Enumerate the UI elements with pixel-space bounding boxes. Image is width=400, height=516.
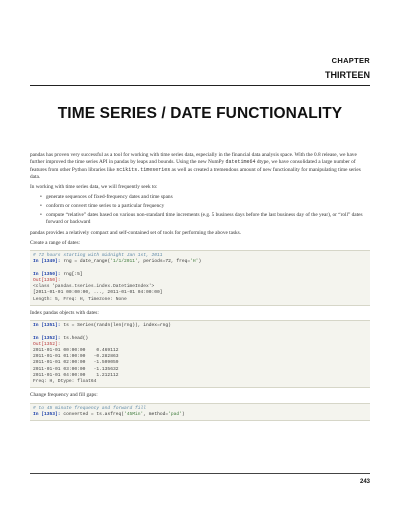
- code-block-date-range: [30, 250, 370, 306]
- code-comment: # to 45 minute frequency and forward fill: [33, 405, 147, 411]
- input-prompt: In [1352]:: [33, 335, 61, 341]
- intro-code-datetime64: datetime64: [225, 159, 256, 166]
- code-text: rng[:5]: [60, 271, 83, 277]
- output-line: <class 'pandas.tseries.index.DatetimeIndex'>: [33, 284, 155, 290]
- code-text: rng = date_range(: [60, 259, 111, 265]
- code-string: 'pad': [168, 411, 182, 417]
- code-text: converted = ts.asfreq(: [60, 411, 124, 417]
- summary-paragraph: pandas provides a relatively compact and self-contained set of tools for performing the above tasks.: [30, 229, 242, 236]
- code-text: ts = Series(randn(len(rng)), index=rng): [60, 323, 171, 329]
- chapter-number: THIRTEEN: [325, 70, 370, 80]
- task-list-item: • generate sequences of fixed-frequency dates and time spans: [40, 194, 370, 201]
- output-line: Freq: H, Dtype: float64: [33, 379, 97, 385]
- intro-text-2: dtype, we have consolidated a large number of features from other Python libraries like: [30, 159, 356, 173]
- output-line: 2011-01-01 04:00:00 1.212112: [33, 372, 119, 378]
- code-string: '1/1/2011': [110, 259, 138, 265]
- footer-rule: [30, 473, 370, 474]
- section-3-label: Change frequency and fill gaps:: [30, 392, 98, 399]
- code-comment: # 72 hours starting with midnight Jan 1st, 2011: [33, 253, 163, 259]
- output-line: [2011-01-01 00:00:00, ..., 2011-01-01 04:00:00]: [33, 290, 163, 296]
- code-text: ): [181, 411, 185, 417]
- output-line: 2011-01-01 03:00:00 -1.135632: [33, 366, 119, 372]
- lead-in-paragraph: In working with time series data, we will frequently seek to:: [30, 184, 158, 191]
- task-list: [30, 194, 370, 226]
- code-block-series: [30, 320, 370, 388]
- output-prompt: Out[1352]:: [33, 341, 61, 347]
- output-line: 2011-01-01 01:00:00 -0.282863: [33, 354, 119, 360]
- code-string: 'H': [190, 259, 199, 265]
- input-prompt: In [1351]:: [33, 323, 61, 329]
- output-line: 2011-01-01 00:00:00 0.469112: [33, 348, 119, 353]
- input-prompt: In [1353]:: [33, 411, 61, 417]
- input-prompt: In [1350]:: [33, 271, 61, 277]
- output-line: Length: 5, Freq: H, Timezone: None: [33, 296, 127, 302]
- output-line: 2011-01-01 02:00:00 -1.509059: [33, 360, 119, 366]
- code-text: , periods=72, freq=: [137, 259, 191, 265]
- code-text: ts.head(): [60, 335, 89, 341]
- chapter-title: TIME SERIES / DATE FUNCTIONALITY: [57, 105, 343, 122]
- header-rule: [30, 85, 370, 86]
- body-content: [30, 152, 370, 425]
- code-text: ): [198, 259, 202, 265]
- output-prompt: Out[1350]:: [33, 278, 61, 284]
- intro-code-scikits: scikits.timeseries: [116, 166, 171, 173]
- task-list-item: • conform or convert time series to a particular frequency: [40, 203, 370, 210]
- chapter-label: CHAPTER: [331, 56, 370, 65]
- intro-text-1: pandas has proven very successful as a tool for working with time series data, especially in the financial data analysis space. With the 0.8 release, we have further improved the time series API in pandas by leaps and bounds. Using the new NumPy: [30, 152, 357, 166]
- page-number: 243: [359, 479, 370, 485]
- code-block-asfreq: [30, 403, 370, 421]
- code-string: '45Min': [123, 411, 144, 417]
- section-2-label: Index pandas objects with dates:: [30, 309, 99, 316]
- input-prompt: In [1349]:: [33, 259, 61, 265]
- intro-text-3: as well as created a tremendous amount of new functionality for manipulating time series data.: [30, 166, 361, 180]
- code-text: , method=: [143, 411, 169, 417]
- task-list-item: • compute “relative” dates based on various non-standard time increments (e.g. 5 business days before the last business day of the year), or “roll” dates forward or backward: [40, 212, 370, 227]
- section-1-label: Create a range of dates:: [30, 239, 80, 246]
- intro-paragraph: [30, 152, 370, 181]
